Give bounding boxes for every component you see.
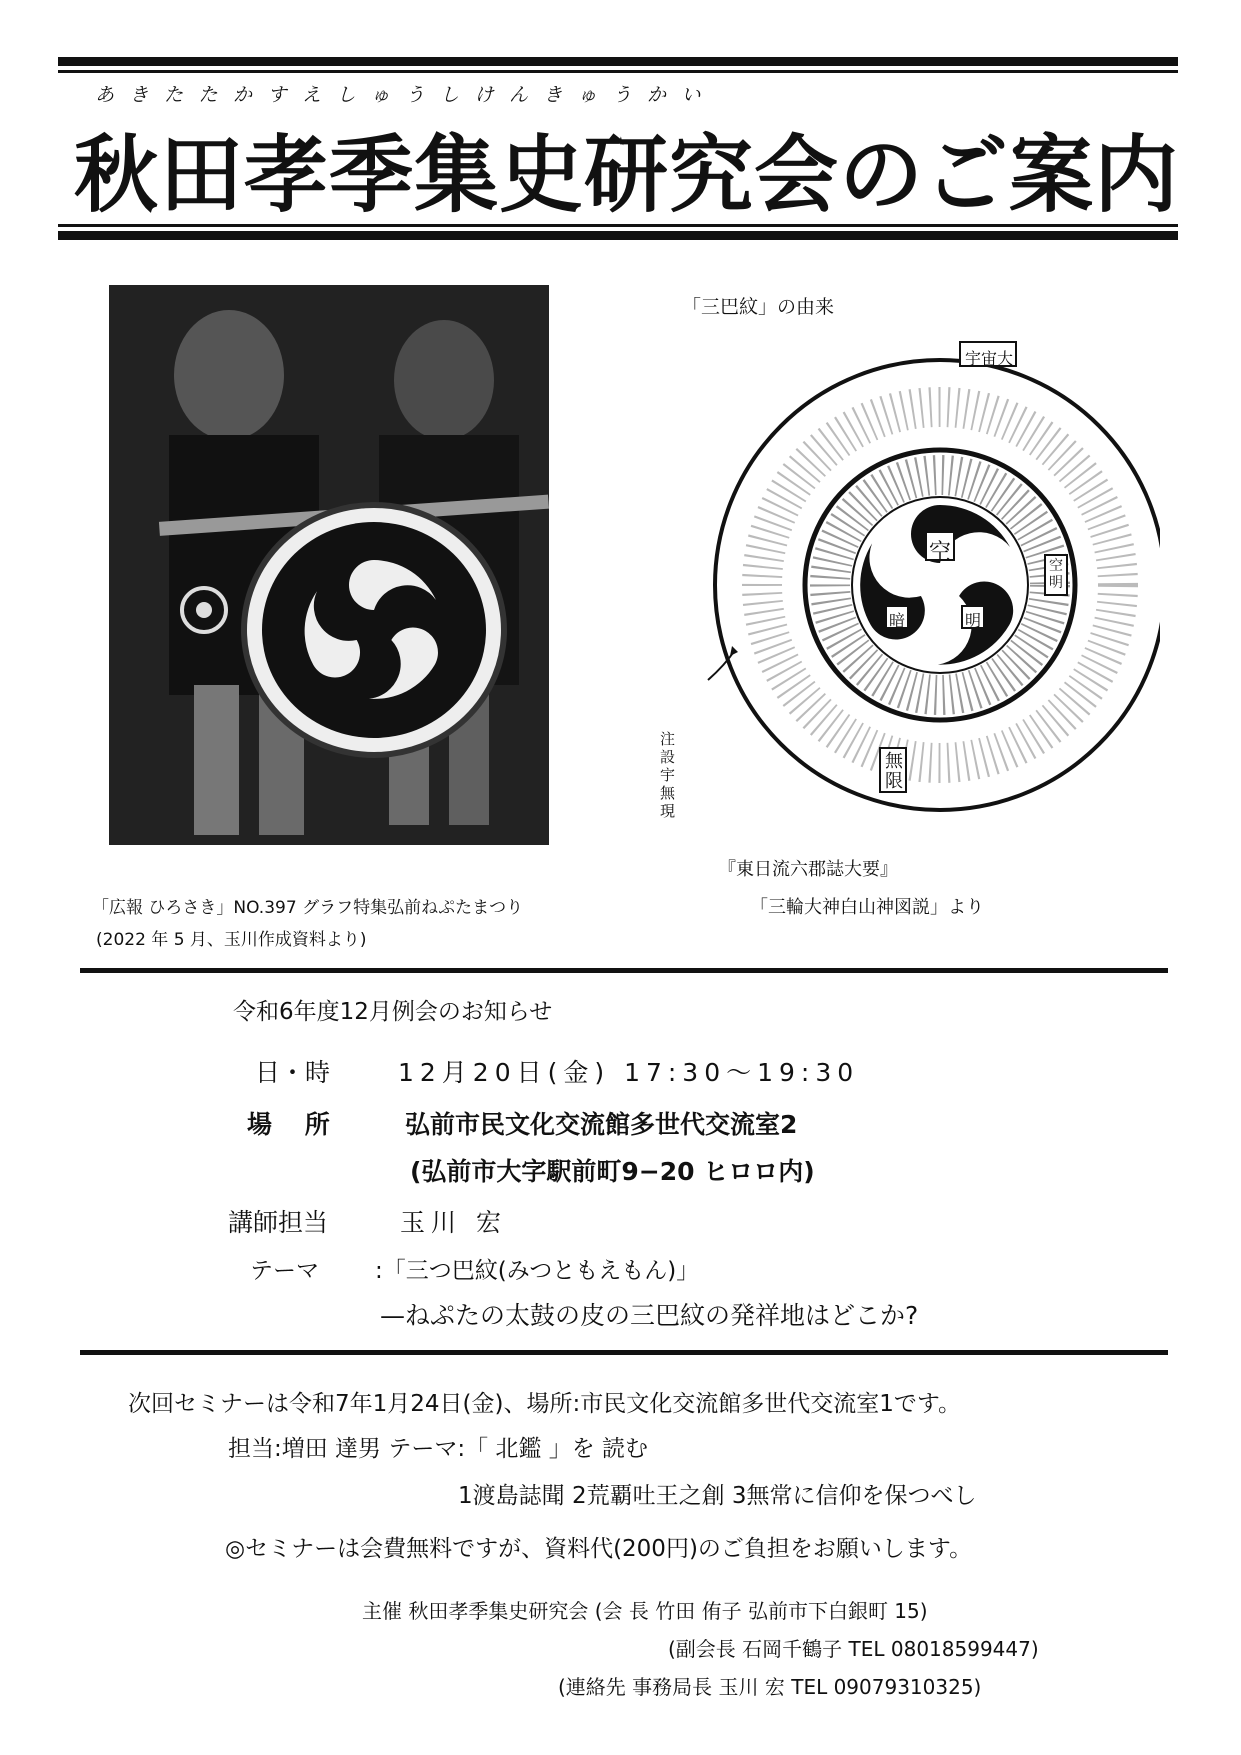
date-value: 12月20日(金) 17:30〜19:30 xyxy=(398,1058,860,1087)
notice-heading: 令和6年度12月例会のお知らせ xyxy=(233,999,553,1025)
nebuta-drum-photo xyxy=(109,285,549,845)
diagram-caption-2: 「三輪大神白山神図説」より xyxy=(750,897,984,918)
notice-rule-bottom xyxy=(80,1350,1168,1355)
next-seminar-theme: 担当:増田 達男 テーマ:「 北鑑 」を 読む xyxy=(228,1436,649,1462)
diagram-center-right: 明 xyxy=(965,611,982,630)
diagram-label-side: 空明 xyxy=(1049,558,1063,591)
next-seminar-topics: 1渡島誌聞 2荒覇吐王之創 3無常に信仰を保つべし xyxy=(458,1483,977,1509)
diagram-label-top: 宇宙大 xyxy=(965,349,1014,368)
theme-sub: —ねぷたの太鼓の皮の三巴紋の発祥地はどこか? xyxy=(380,1301,919,1330)
diagram-center-left: 暗 xyxy=(889,611,906,630)
theme-label: テーマ xyxy=(250,1258,319,1284)
notice-rule-top xyxy=(80,968,1168,973)
vice-president-line: (副会長 石岡千鶴子 TEL 08018599447) xyxy=(668,1637,1039,1661)
photo-caption-1: 「広報 ひろさき」NO.397 グラフ特集弘前ねぷたまつり xyxy=(92,898,524,918)
title-rule-thin xyxy=(58,224,1178,227)
place-label: 場 所 xyxy=(247,1110,342,1139)
page-title: 秋田孝季集史研究会のご案内 xyxy=(74,125,1180,224)
diagram-note: 注 設宇無現 xyxy=(660,730,676,820)
title-ruby: あきたたかすえしゅうしけんきゅうかい xyxy=(95,84,717,106)
theme-value: :「三つ巴紋(みつともえもん)」 xyxy=(375,1258,700,1284)
photo-caption-2: (2022 年 5 月、玉川作成資料より) xyxy=(96,930,367,950)
organizer-line: 主催 秋田孝季集史研究会 (会 長 竹田 侑子 弘前市下白銀町 15) xyxy=(362,1599,928,1623)
fee-notice: ◎セミナーは会費無料ですが、資料代(200円)のご負担をお願いします。 xyxy=(225,1536,973,1562)
next-seminar-line: 次回セミナーは令和7年1月24日(金)、場所:市民文化交流館多世代交流室1です。 xyxy=(128,1391,962,1417)
place-value: 弘前市民文化交流館多世代交流室2 xyxy=(405,1110,798,1139)
title-rule-thick xyxy=(58,231,1178,240)
lecturer-value: 玉川 宏 xyxy=(400,1208,507,1237)
top-rule-thin xyxy=(58,70,1178,73)
diagram-heading: 「三巴紋」の由来 xyxy=(682,296,835,318)
date-label: 日・時 xyxy=(255,1058,331,1087)
lecturer-label: 講師担当 xyxy=(228,1208,329,1237)
top-rule-thick xyxy=(58,57,1178,66)
diagram-label-bottom: 無限 xyxy=(885,751,903,792)
contact-line: (連絡先 事務局長 玉川 宏 TEL 09079310325) xyxy=(558,1675,982,1699)
diagram-caption-1: 『東日流六郡誌大要』 xyxy=(718,859,898,880)
diagram-center-top: 空 xyxy=(929,540,952,565)
place-address: (弘前市大字駅前町9−20 ヒロロ内) xyxy=(410,1157,815,1186)
